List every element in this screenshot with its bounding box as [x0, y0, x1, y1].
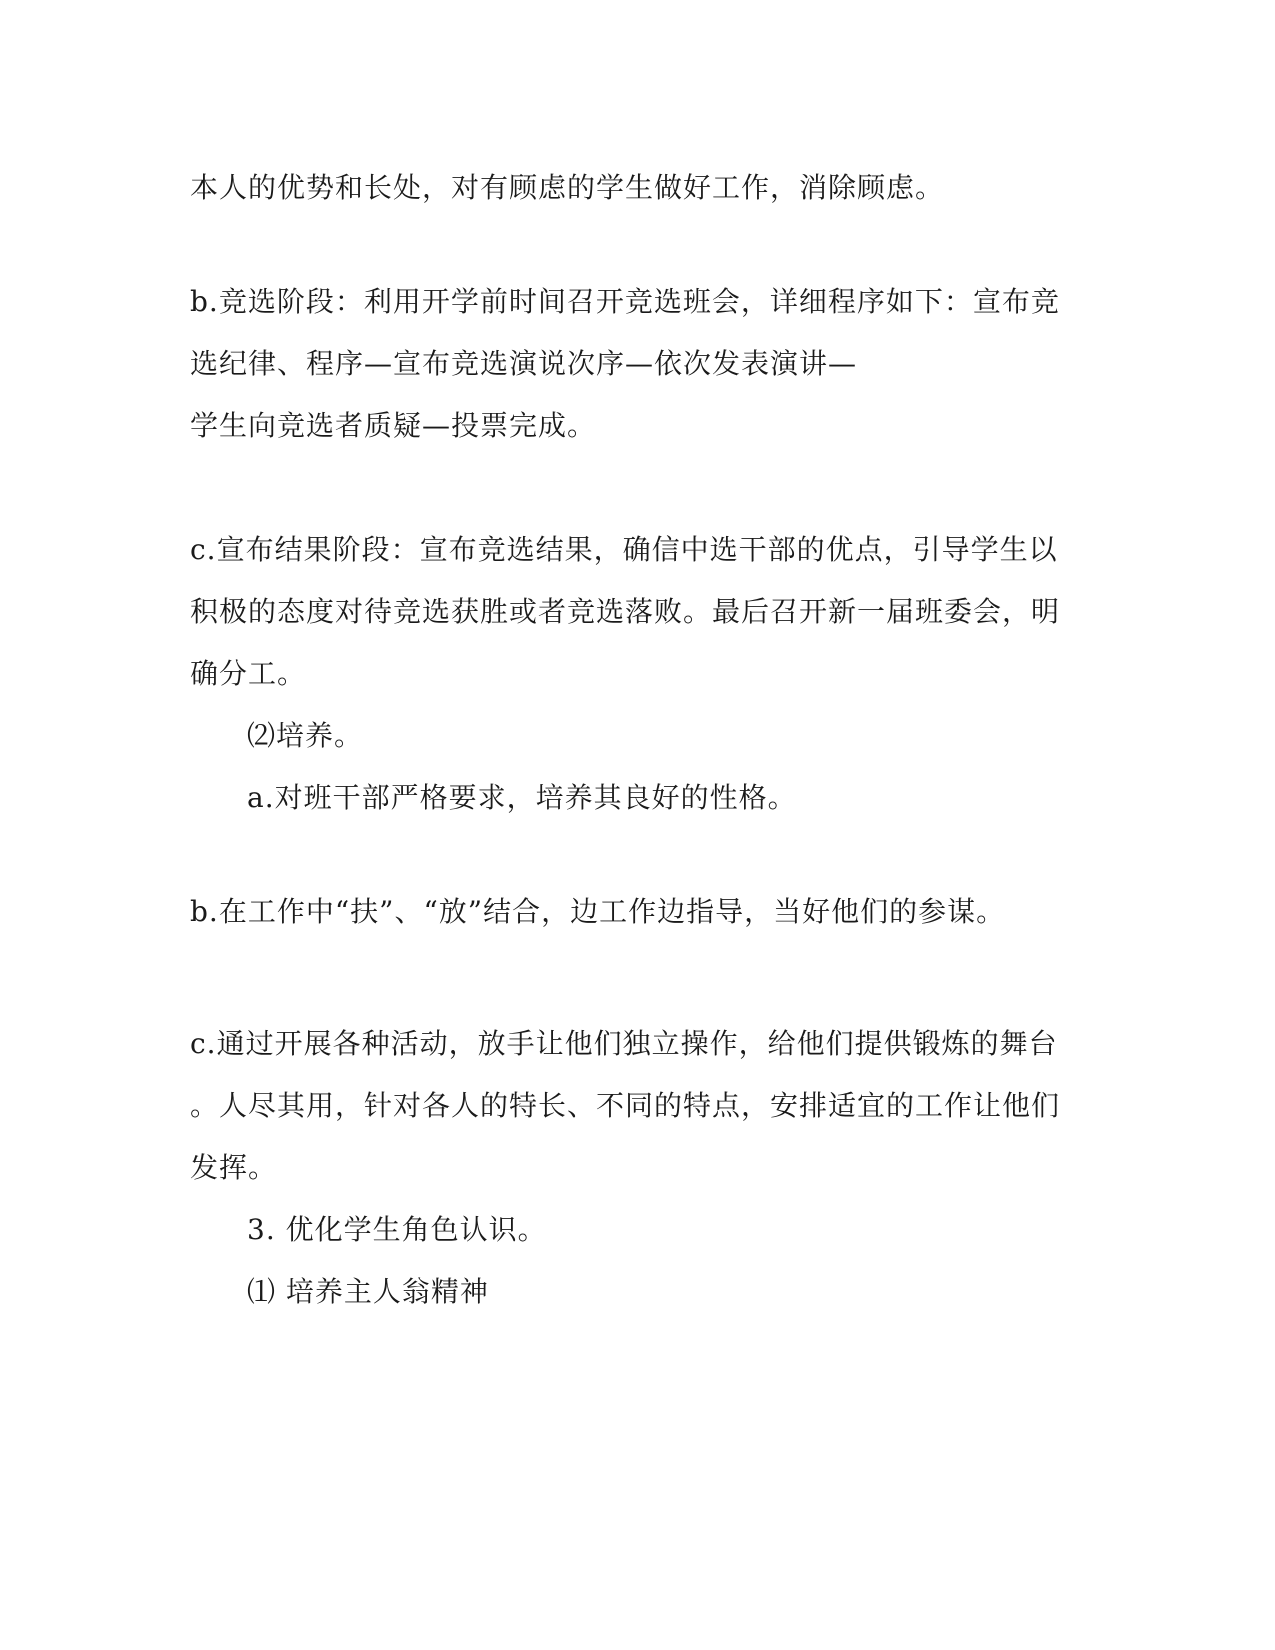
section-heading: ⑴ 培养主人翁精神: [247, 1275, 489, 1308]
section-heading: ⑵培养。: [247, 719, 364, 752]
paragraph-line: b.在工作中“扶”、“放”结合，边工作边指导，当好他们的参谋。: [190, 895, 1006, 928]
paragraph-line: 本人的优势和长处，对有顾虑的学生做好工作，消除顾虑。: [190, 171, 945, 204]
paragraph-line: 确分工。: [190, 657, 307, 690]
paragraph-line: c.宣布结果阶段：宣布竞选结果，确信中选干部的优点，引导学生以: [190, 533, 1058, 566]
paragraph-line: 学生向竞选者质疑—投票完成。: [190, 409, 597, 442]
paragraph-line: 选纪律、程序—宣布竞选演说次序—依次发表演讲—: [190, 347, 858, 380]
paragraph-line: 积极的态度对待竞选获胜或者竞选落败。最后召开新一届班委会，明: [190, 595, 1061, 628]
paragraph-line: a.对班干部严格要求，培养其良好的性格。: [247, 781, 797, 814]
paragraph-line: b.竞选阶段：利用开学前时间召开竞选班会，详细程序如下：宣布竞: [190, 285, 1060, 318]
paragraph-line: 。人尽其用，针对各人的特长、不同的特点，安排适宜的工作让他们: [190, 1089, 1061, 1122]
paragraph-line: 发挥。: [190, 1151, 278, 1184]
section-heading: 3. 优化学生角色认识。: [247, 1213, 547, 1246]
paragraph-line: c.通过开展各种活动，放手让他们独立操作，给他们提供锻炼的舞台: [190, 1027, 1058, 1060]
